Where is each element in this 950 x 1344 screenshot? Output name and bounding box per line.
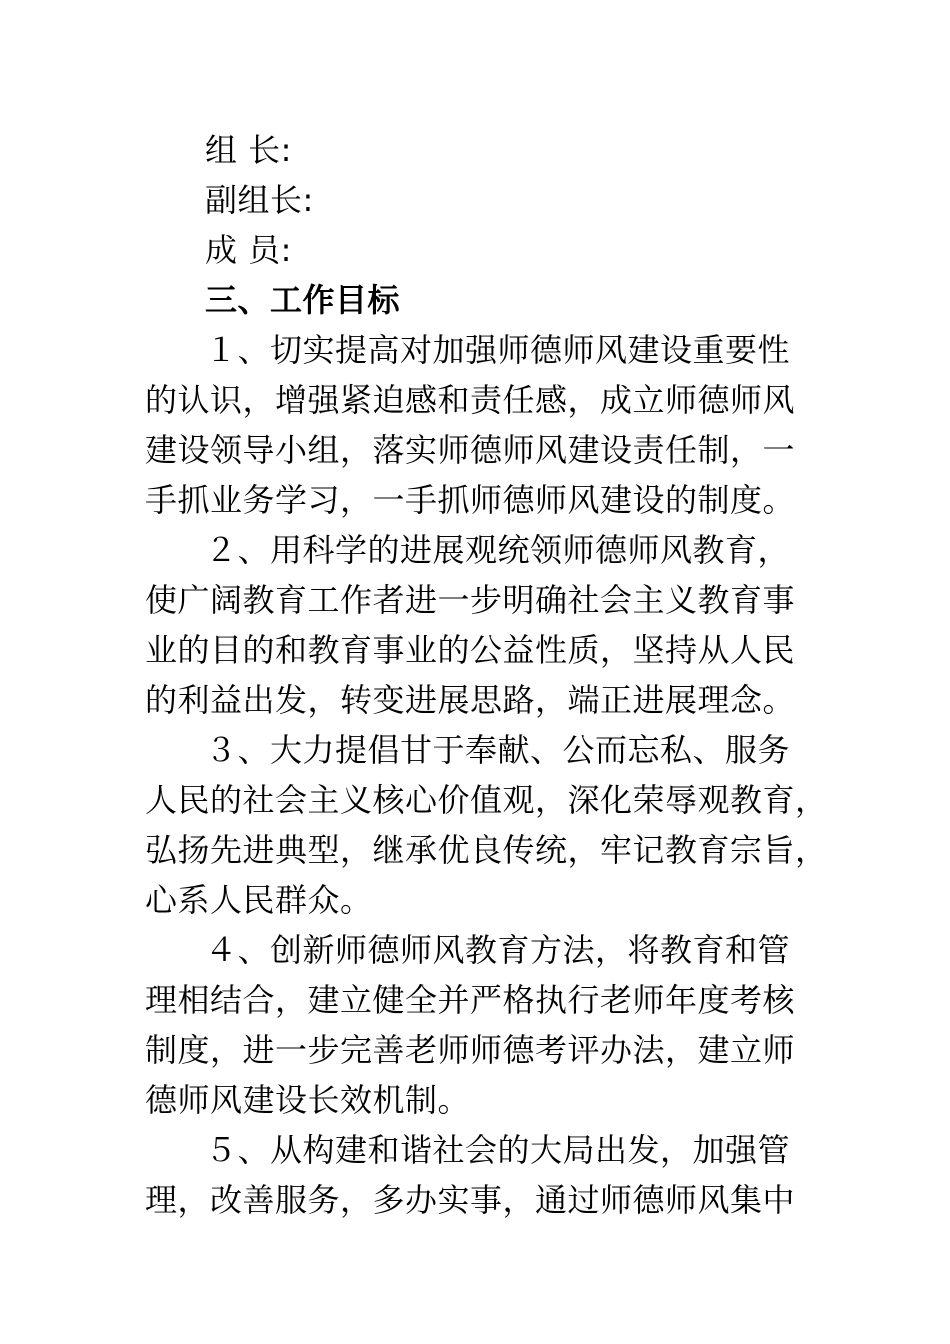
paragraph-line: 的利益出发，转变进展思路，端正进展理念。: [145, 681, 796, 719]
paragraph-line: 理，改善服务，多办实事，通过师德师风集中: [145, 1181, 796, 1219]
paragraph-line: 手抓业务学习，一手抓师德师风建设的制度。: [145, 481, 796, 519]
role-members: 成 员:: [205, 231, 292, 269]
role-deputy-leader: 副组长:: [205, 181, 314, 219]
paragraph-line: 人民的社会主义核心价值观，深化荣辱观教育，: [145, 781, 828, 819]
paragraph-line: 理相结合，建立健全并严格执行老师年度考核: [145, 981, 796, 1019]
paragraph-line: ３、大力提倡甘于奉献、公而忘私、服务: [205, 731, 791, 769]
paragraph-line: ２、用科学的进展观统领师德师风教育，: [205, 531, 791, 569]
paragraph-line: 德师风建设长效机制。: [145, 1081, 471, 1119]
role-leader: 组 长:: [205, 131, 292, 169]
paragraph-line: 业的目的和教育事业的公益性质，坚持从人民: [145, 631, 796, 669]
paragraph-line: 心系人民群众。: [145, 881, 373, 919]
paragraph-line: 建设领导小组，落实师德师风建设责任制，一: [145, 431, 796, 469]
paragraph-line: 的认识，增强紧迫感和责任感，成立师德师风: [145, 381, 796, 419]
paragraph-line: 使广阔教育工作者进一步明确社会主义教育事: [145, 581, 796, 619]
paragraph-line: 制度，进一步完善老师师德考评办法，建立师: [145, 1031, 796, 1069]
section-title: 三、工作目标: [205, 281, 401, 319]
paragraph-line: ４、创新师德师风教育方法，将教育和管: [205, 931, 791, 969]
paragraph-line: 弘扬先进典型，继承优良传统，牢记教育宗旨，: [145, 831, 828, 869]
paragraph-line: ５、从构建和谐社会的大局出发，加强管: [205, 1131, 791, 1169]
paragraph-line: １、切实提高对加强师德师风建设重要性: [205, 331, 791, 369]
